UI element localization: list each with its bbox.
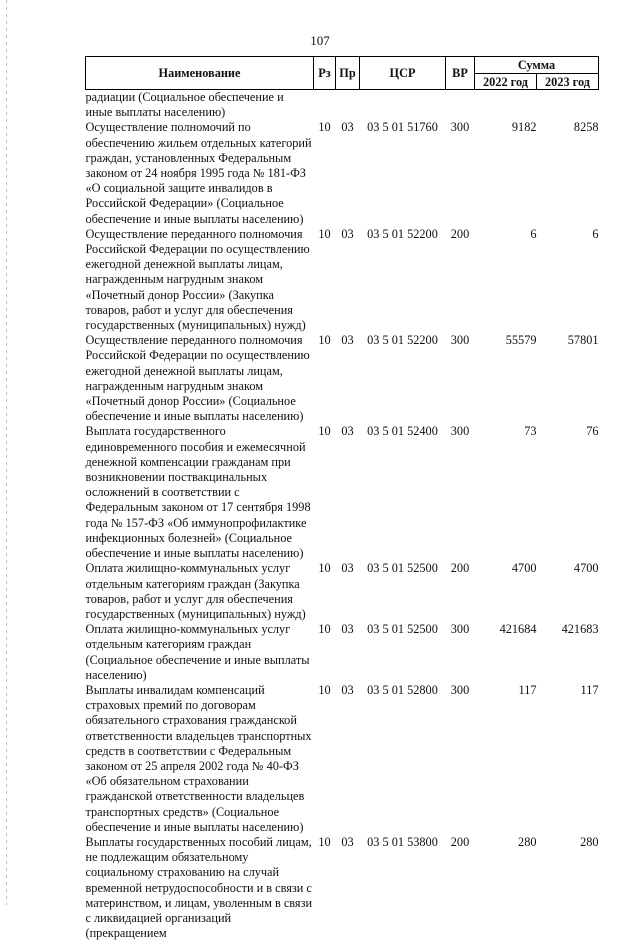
row-name: Выплаты государственных пособий лицам, не подлежащим обязательному социальному страхованию на случай временной нетрудоспособности и в связи с материнством, и лицам, уволенным в связи с ликвидацией организаций (прекращением xyxy=(86,835,314,941)
header-pr: Пр xyxy=(336,57,360,90)
row-csr: 03 5 01 52500 xyxy=(360,561,446,622)
row-name: Оплата жилищно-коммунальных услуг отдельным категориям граждан (Социальное обеспечение и иные выплаты населению) xyxy=(86,622,314,683)
table-body xyxy=(86,90,599,941)
row-sum-2022: 4700 xyxy=(475,561,537,622)
row-csr xyxy=(360,90,446,121)
row-name: Оплата жилищно-коммунальных услуг отдельным категориям граждан (Закупка товаров, работ и услуг для обеспечения государственных (муниципальных) нужд) xyxy=(86,561,314,622)
row-sum-2022 xyxy=(475,90,537,121)
row-csr: 03 5 01 52200 xyxy=(360,227,446,333)
row-pr: 03 xyxy=(336,333,360,424)
table-row xyxy=(86,683,599,835)
table-row xyxy=(86,835,599,941)
row-pr: 03 xyxy=(336,120,360,226)
row-sum-2022: 73 xyxy=(475,424,537,561)
row-sum-2022: 6 xyxy=(475,227,537,333)
header-name: Наименование xyxy=(86,57,314,90)
row-sum-2022: 280 xyxy=(475,835,537,941)
row-pr: 03 xyxy=(336,561,360,622)
row-sum-2023: 4700 xyxy=(537,561,599,622)
row-sum-2023: 8258 xyxy=(537,120,599,226)
row-sum-2023: 6 xyxy=(537,227,599,333)
row-rz xyxy=(314,90,336,121)
row-name: Выплата государственного единовременного пособия и ежемесячной денежной компенсации гражданам при возникновении поствакцинальных осложнений в соответствии с Федеральным законом от 17 сентября 1998 года № 157-ФЗ «Об иммунопрофилактике инфекционных болезней» (Социальное обеспечение и иные выплаты населению) xyxy=(86,424,314,561)
header-csr: ЦСР xyxy=(360,57,446,90)
row-sum-2022: 55579 xyxy=(475,333,537,424)
row-pr xyxy=(336,90,360,121)
header-sum: Сумма xyxy=(475,57,599,74)
row-sum-2023 xyxy=(537,90,599,121)
row-pr: 03 xyxy=(336,424,360,561)
row-rz: 10 xyxy=(314,622,336,683)
row-sum-2023: 76 xyxy=(537,424,599,561)
row-csr: 03 5 01 53800 xyxy=(360,835,446,941)
row-csr: 03 5 01 52800 xyxy=(360,683,446,835)
row-csr: 03 5 01 52500 xyxy=(360,622,446,683)
row-vr: 200 xyxy=(446,561,475,622)
table-row xyxy=(86,120,599,226)
budget-table xyxy=(85,56,599,941)
row-rz: 10 xyxy=(314,835,336,941)
header-rz: Рз xyxy=(314,57,336,90)
row-rz: 10 xyxy=(314,227,336,333)
row-vr: 300 xyxy=(446,622,475,683)
table-row xyxy=(86,561,599,622)
table-row xyxy=(86,333,599,424)
table-row xyxy=(86,227,599,333)
table-row xyxy=(86,424,599,561)
table-header xyxy=(86,57,599,90)
header-year-2023: 2023 год xyxy=(537,74,599,90)
row-sum-2022: 9182 xyxy=(475,120,537,226)
row-vr: 300 xyxy=(446,333,475,424)
row-vr xyxy=(446,90,475,121)
row-sum-2023: 57801 xyxy=(537,333,599,424)
row-vr: 300 xyxy=(446,683,475,835)
row-rz: 10 xyxy=(314,333,336,424)
row-vr: 300 xyxy=(446,424,475,561)
row-csr: 03 5 01 52200 xyxy=(360,333,446,424)
page-number: 107 xyxy=(0,33,640,49)
header-vr: ВР xyxy=(446,57,475,90)
row-vr: 200 xyxy=(446,835,475,941)
row-sum-2022: 117 xyxy=(475,683,537,835)
table-row xyxy=(86,622,599,683)
row-sum-2023: 280 xyxy=(537,835,599,941)
row-csr: 03 5 01 51760 xyxy=(360,120,446,226)
row-vr: 300 xyxy=(446,120,475,226)
row-csr: 03 5 01 52400 xyxy=(360,424,446,561)
row-rz: 10 xyxy=(314,683,336,835)
row-sum-2023: 421683 xyxy=(537,622,599,683)
scan-edge-artifact xyxy=(6,0,7,905)
row-name: радиации (Социальное обеспечение и иные выплаты населению) xyxy=(86,90,314,121)
row-pr: 03 xyxy=(336,683,360,835)
row-sum-2022: 421684 xyxy=(475,622,537,683)
row-rz: 10 xyxy=(314,424,336,561)
header-year-2022: 2022 год xyxy=(475,74,537,90)
row-rz: 10 xyxy=(314,120,336,226)
row-name: Выплаты инвалидам компенсаций страховых премий по договорам обязательного страхования гражданской ответственности владельцев транспортных средств в соответствии с Федеральным законом от 25 апреля 2002 года № 40-ФЗ «Об обязательном страховании гражданской ответственности владельцев транспортных средств» (Социальное обеспечение и иные выплаты населению) xyxy=(86,683,314,835)
row-name: Осуществление полномочий по обеспечению жильем отдельных категорий граждан, установленных Федеральным законом от 24 ноября 1995 года № 181-ФЗ «О социальной защите инвалидов в Российской Федерации» (Социальное обеспечение и иные выплаты населению) xyxy=(86,120,314,226)
row-vr: 200 xyxy=(446,227,475,333)
row-pr: 03 xyxy=(336,227,360,333)
row-sum-2023: 117 xyxy=(537,683,599,835)
row-pr: 03 xyxy=(336,622,360,683)
row-pr: 03 xyxy=(336,835,360,941)
row-name: Осуществление переданного полномочия Российской Федерации по осуществлению ежегодной денежной выплаты лицам, награжденным нагрудным знаком «Почетный донор России» (Закупка товаров, работ и услуг для обеспечения государственных (муниципальных) нужд) xyxy=(86,227,314,333)
table-row xyxy=(86,90,599,121)
row-name: Осуществление переданного полномочия Российской Федерации по осуществлению ежегодной денежной выплаты лицам, награжденным нагрудным знаком «Почетный донор России» (Социальное обеспечение и иные выплаты населению) xyxy=(86,333,314,424)
row-rz: 10 xyxy=(314,561,336,622)
